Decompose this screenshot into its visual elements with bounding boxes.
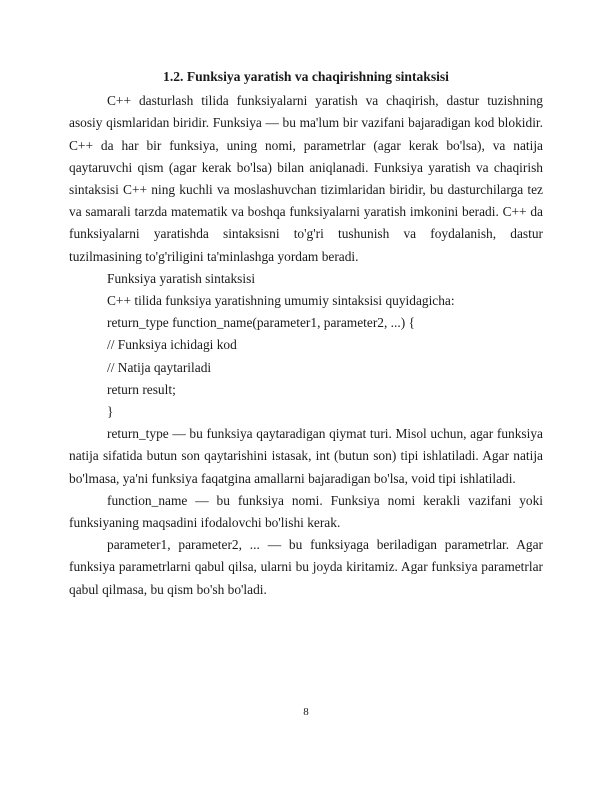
code-comment-1: // Funksiya ichidagi kod (107, 337, 237, 353)
code-signature: return_type function_name(parameter1, parameter2, ...) { (107, 315, 415, 331)
page-content (69, 66, 543, 601)
syntax-general-line: C++ tilida funksiya yaratishning umumiy sintaksisi quyidagicha: (107, 293, 455, 309)
function-name-paragraph: function_name — bu funksiya nomi. Funksiya nomi kerakli vazifani yoki funksiyaning maqsadini ifodalovchi bo'lishi kerak. (69, 492, 543, 531)
syntax-heading: Funksiya yaratish sintaksisi (107, 270, 256, 286)
parameters-paragraph: parameter1, parameter2, ... — bu funksiyaga beriladigan parametrlar. Agar funksiya parametrlarni qabul qilsa, ularni bu joyda kiritamiz. Agar funksiya parametrlar qabul qilmasa, bu qism bo'sh bo'ladi. (69, 537, 543, 597)
code-comment-2: // Natija qaytariladi (107, 359, 212, 375)
code-close: } (107, 404, 114, 420)
code-return: return result; (107, 381, 176, 397)
page-number: 8 (303, 706, 309, 718)
intro-paragraph: C++ dasturlash tilida funksiyalarni yaratish va chaqirish, dastur tuzishning asosiy qismlaridan biridir. Funksiya — bu ma'lum bir vazifani bajaradigan kod blokidir. C++ da har bir funksiya, uning nomi, parametrlar (agar kerak bo'lsa), va natija qaytaruvchi qism (agar kerak bo'lsa) bilan aniqlanadi. Funksiya yaratish va chaqirish sintaksisi C++ ning kuchli va moslashuvchan tizimlaridan biridir, bu dasturchilarga tez va samarali tarzda matematik va boshqa funksiyalarni yaratish imkonini beradi. C++ da funksiyalarni yaratishda sintaksisni to'g'ri tushunish va foydalanish, dastur tuzilmasining to'g'riligini ta'minlashga yordam beradi. (69, 93, 543, 264)
section-title: 1.2. Funksiya yaratish va chaqirishning sintaksisi (163, 69, 449, 84)
return-type-paragraph: return_type — bu funksiya qaytaradigan qiymat turi. Misol uchun, agar funksiya natija sifatida butun son qaytarishini istasak, int (butun son) tipi ishlatiladi. Agar natija bo'lmasa, ya'ni funksiya faqatgina amallarni bajaradigan bo'lsa, void tipi ishlatiladi. (69, 426, 543, 486)
